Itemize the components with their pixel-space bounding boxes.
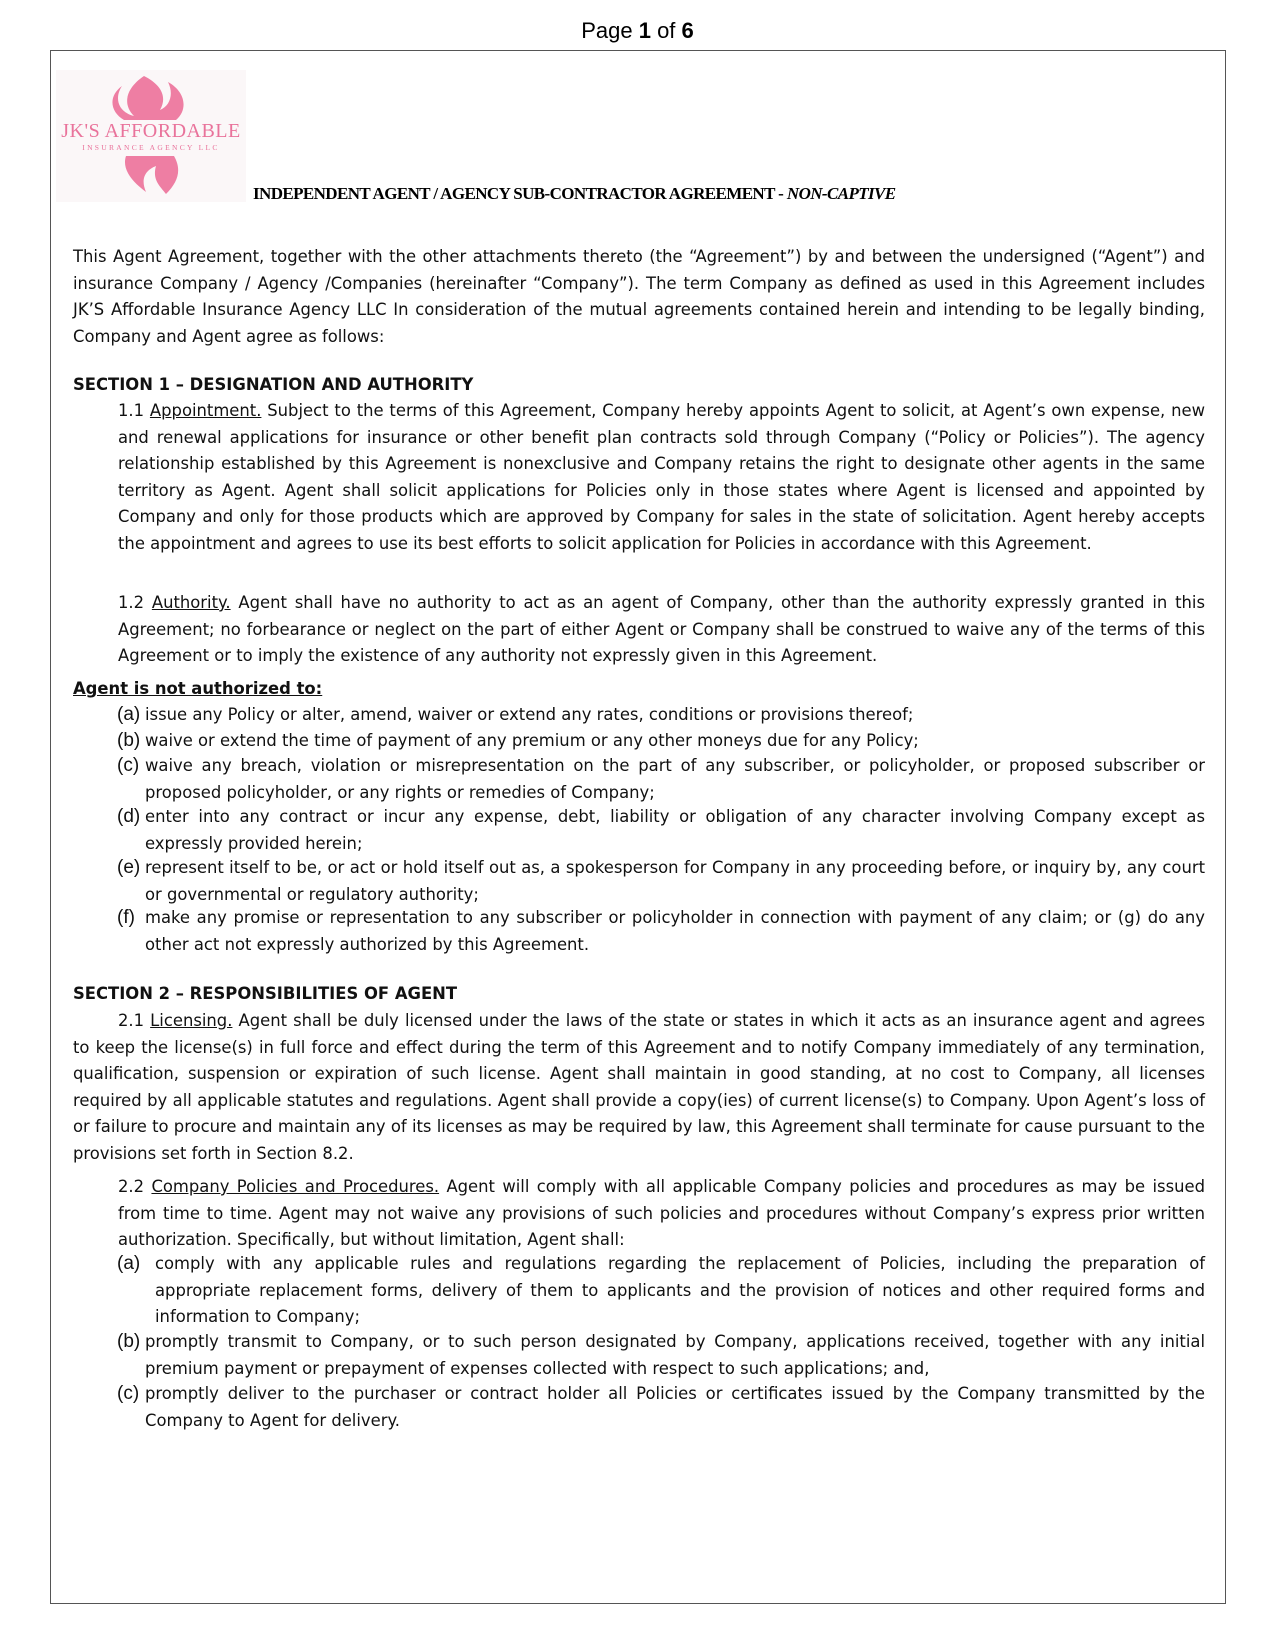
company-logo [56,70,246,202]
clause-2-2-title: Company Policies and Procedures. [151,1177,440,1196]
page-number-header: Page 1 of 6 [581,18,694,43]
clause-1-2-title: Authority. [151,593,231,612]
list-item: (c) waive any breach, violation or misrepresentation on the part of any subscriber, or policyholder, or proposed subscriber or proposed policyholder, or any rights or remedies of Company; [117,755,1205,802]
not-authorized-heading: Agent is not authorized to: [73,679,323,698]
list-item: (b) waive or extend the time of payment of any premium or any other moneys due for any Policy; [117,730,919,751]
current-page: 1 [638,18,651,43]
clause-1-1: 1.1 Appointment. Subject to the terms of this Agreement, Company hereby appoints Agent to solicit, at Agent’s own expense, new and renewal applications for insurance or other benefit plan contracts sold through Company (“Policy or Policies”). The agency relationship established by this Agreement is nonexclusive and Company retains the right to designate other agents in the same territory as Agent. Agent shall solicit applications for Policies only in those states where Agent is licensed and appointed by Company and only for those products which are approved by Company for sales in the state of solicitation. Agent hereby accepts the appointment and agrees to use its best efforts to solicit application for Policies in accordance with this Agreement. [118,401,1205,553]
total-pages: 6 [681,18,694,43]
clause-1-1-title: Appointment. [149,401,262,420]
list-item: (b) promptly transmit to Company, or to such person designated by Company, applications received, together with any initial premium payment or prepayment of expenses collected with respect to such applications; and, [117,1331,1205,1378]
list-item: (d) enter into any contract or incur any expense, debt, liability or obligation of any character involving Company except as expressly provided herein; [117,806,1205,853]
clause-2-1-title: Licensing. [150,1011,233,1030]
logo-name: JK'S AFFORDABLE [61,120,241,142]
document-title: INDEPENDENT AGENT / AGENCY SUB-CONTRACTOR AGREEMENT - NON-CAPTIVE [253,184,896,203]
list-item: (f) make any promise or representation to any subscriber or policyholder in connection with payment of any claim; or (g) do any other act not expressly authorized by this Agreement. [117,907,1205,954]
list-item: (c) promptly deliver to the purchaser or contract holder all Policies or certificates issued by the Company transmitted by the Company to Agent for delivery. [117,1383,1205,1430]
list-item: (a) issue any Policy or alter, amend, waiver or extend any rates, conditions or provisions thereof; [117,704,914,725]
clause-1-2: 1.2 Authority. Agent shall have no authority to act as an agent of Company, other than the authority expressly granted in this Agreement; no forbearance or neglect on the part of either Agent or Company shall be construed to waive any of the terms of this Agreement or to imply the existence of any authority not expressly given in this Agreement. [118,593,1206,665]
list-item: (e) represent itself to be, or act or hold itself out as, a spokesperson for Company in any proceeding before, or inquiry by, any court or governmental or regulatory authority; [117,857,1205,904]
logo-subtitle: INSURANCE AGENCY LLC [82,143,220,152]
section-1-heading: SECTION 1 – DESIGNATION AND AUTHORITY [73,375,474,394]
list-item: (a) comply with any applicable rules and regulations regarding the replacement of Policies, including the preparation of appropriate replacement forms, delivery of them to applicants and the provision of notices and other required forms and information to Company; [117,1253,1205,1326]
clause-2-2: 2.2 Company Policies and Procedures. Agent will comply with all applicable Company policies and procedures as may be issued from time to time. Agent may not waive any provisions of such policies and procedures without Company’s express prior written authorization. Specifically, but without limitation, Agent shall: [118,1177,1205,1249]
intro-paragraph: This Agent Agreement, together with the other attachments thereto (the “Agreement”) by and between the undersigned (“Agent”) and insurance Company / Agency /Companies (hereinafter “Company”). The term Company as defined as used in this Agreement includes JK’S Affordable Insurance Agency LLC In consideration of the mutual agreements contained herein and intending to be legally binding, Company and Agent agree as follows: [73,247,1205,346]
section-2-heading: SECTION 2 – RESPONSIBILITIES OF AGENT [73,984,458,1003]
clause-2-1: 2.1 Licensing. Agent shall be duly licensed under the laws of the state or states in which it acts as an insurance agent and agrees to keep the license(s) in full force and effect during the term of this Agreement and to notify Company immediately of any termination, qualification, suspension or expiration of such license. Agent shall maintain in good standing, at no cost to Company, all licenses required by all applicable statutes and regulations. Agent shall provide a copy(ies) of current license(s) to Company. Upon Agent’s loss of or failure to procure and maintain any of its licenses as may be required by law, this Agreement shall terminate for cause pursuant to the provisions set forth in Section 8.2. [73,1011,1206,1163]
